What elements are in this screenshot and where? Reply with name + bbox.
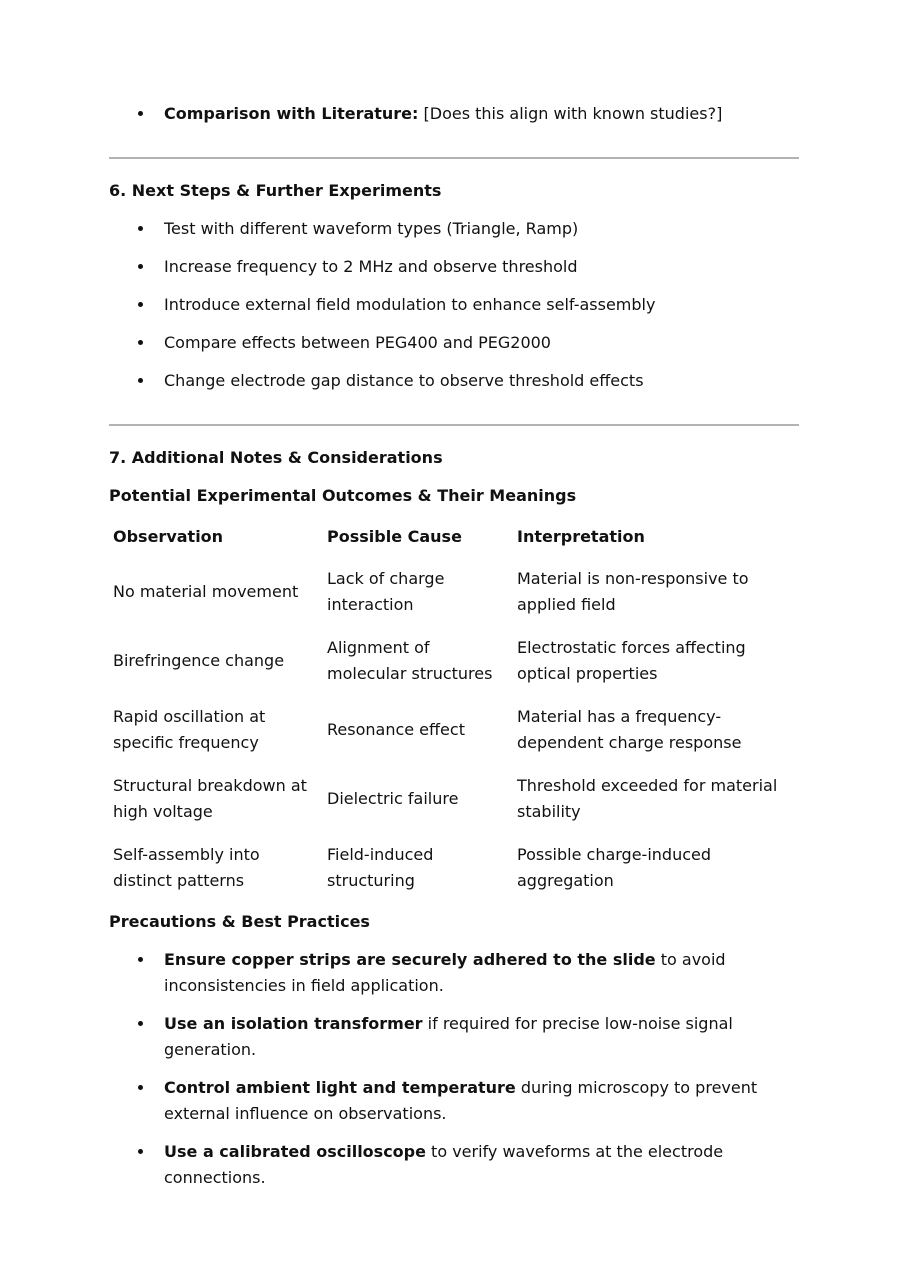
bullet-icon xyxy=(138,1085,143,1090)
column-header-cause: Possible Cause xyxy=(327,527,462,546)
table-row xyxy=(109,833,799,902)
list-item xyxy=(109,1139,799,1191)
cell-observation: Structural breakdown at high voltage xyxy=(113,775,307,821)
table-row xyxy=(109,557,799,626)
outcomes-subheading: Potential Experimental Outcomes & Their Meanings xyxy=(109,486,577,505)
outcomes-table xyxy=(109,517,799,902)
cell-observation: Self-assembly into distinct patterns xyxy=(113,844,260,890)
list-item xyxy=(109,947,799,999)
precaution-text: if required for precise low-noise signal generation. xyxy=(164,1014,733,1059)
section-6-heading: 6. Next Steps & Further Experiments xyxy=(109,181,442,200)
list-item-text: Compare effects between PEG400 and PEG2000 xyxy=(164,333,551,352)
bullet-icon xyxy=(138,111,143,116)
cell-cause: Resonance effect xyxy=(327,719,465,739)
cell-observation: No material movement xyxy=(113,581,299,601)
horizontal-rule xyxy=(109,424,799,426)
cell-cause: Lack of charge interaction xyxy=(327,568,445,614)
bullet-icon xyxy=(138,302,143,307)
next-steps-list xyxy=(109,216,799,394)
table-header-row xyxy=(109,517,799,557)
list-item xyxy=(109,330,799,356)
cell-observation: Birefringence change xyxy=(113,650,285,670)
bullet-icon xyxy=(138,1021,143,1026)
bullet-icon xyxy=(138,378,143,383)
precautions-subheading: Precautions & Best Practices xyxy=(109,912,370,931)
cell-interpretation: Possible charge-induced aggregation xyxy=(517,844,712,890)
list-item xyxy=(109,368,799,394)
cell-interpretation: Electrostatic forces affecting optical properties xyxy=(517,637,746,683)
precaution-bold-label: Control ambient light and temperature xyxy=(164,1078,516,1097)
cell-interpretation: Threshold exceeded for material stability xyxy=(517,775,778,821)
list-item xyxy=(109,1011,799,1063)
precaution-text: to avoid inconsistencies in field application. xyxy=(164,950,726,995)
precautions-list xyxy=(109,947,799,1191)
bullet-icon xyxy=(138,1149,143,1154)
table-row xyxy=(109,695,799,764)
precaution-text: during microscopy to prevent external influence on observations. xyxy=(164,1078,758,1123)
list-item-text: Introduce external field modulation to enhance self-assembly xyxy=(164,295,656,314)
precaution-bold-label: Use a calibrated oscilloscope xyxy=(164,1142,426,1161)
cell-interpretation: Material is non-responsive to applied field xyxy=(517,568,749,614)
list-item xyxy=(109,292,799,318)
cell-observation: Rapid oscillation at specific frequency xyxy=(113,706,266,752)
bullet-icon xyxy=(138,264,143,269)
cell-cause: Field-induced structuring xyxy=(327,844,434,890)
precaution-text: to verify waveforms at the electrode connections. xyxy=(164,1142,724,1187)
table-row xyxy=(109,764,799,833)
cell-cause: Dielectric failure xyxy=(327,788,459,808)
cell-cause: Alignment of molecular structures xyxy=(327,637,493,683)
bullet-icon xyxy=(138,340,143,345)
list-item xyxy=(109,101,799,127)
cell-interpretation: Material has a frequency-dependent charge response xyxy=(517,706,742,752)
section-7-heading: 7. Additional Notes & Considerations xyxy=(109,448,443,467)
list-item xyxy=(109,216,799,242)
list-item-text: Change electrode gap distance to observe threshold effects xyxy=(164,371,644,390)
list-item xyxy=(109,1075,799,1127)
horizontal-rule xyxy=(109,157,799,159)
table-row xyxy=(109,626,799,695)
list-item-text: Increase frequency to 2 MHz and observe threshold xyxy=(164,257,578,276)
precaution-bold-label: Use an isolation transformer xyxy=(164,1014,423,1033)
bullet-bold-label: Comparison with Literature: xyxy=(164,104,419,123)
list-item-text: Test with different waveform types (Triangle, Ramp) xyxy=(164,219,579,238)
column-header-observation: Observation xyxy=(113,527,224,546)
literature-bullet-list xyxy=(109,101,799,127)
bullet-text: [Does this align with known studies?] xyxy=(418,104,723,123)
list-item xyxy=(109,254,799,280)
bullet-icon xyxy=(138,957,143,962)
precaution-bold-label: Ensure copper strips are securely adhered to the slide xyxy=(164,950,656,969)
bullet-icon xyxy=(138,226,143,231)
column-header-interpretation: Interpretation xyxy=(517,527,645,546)
